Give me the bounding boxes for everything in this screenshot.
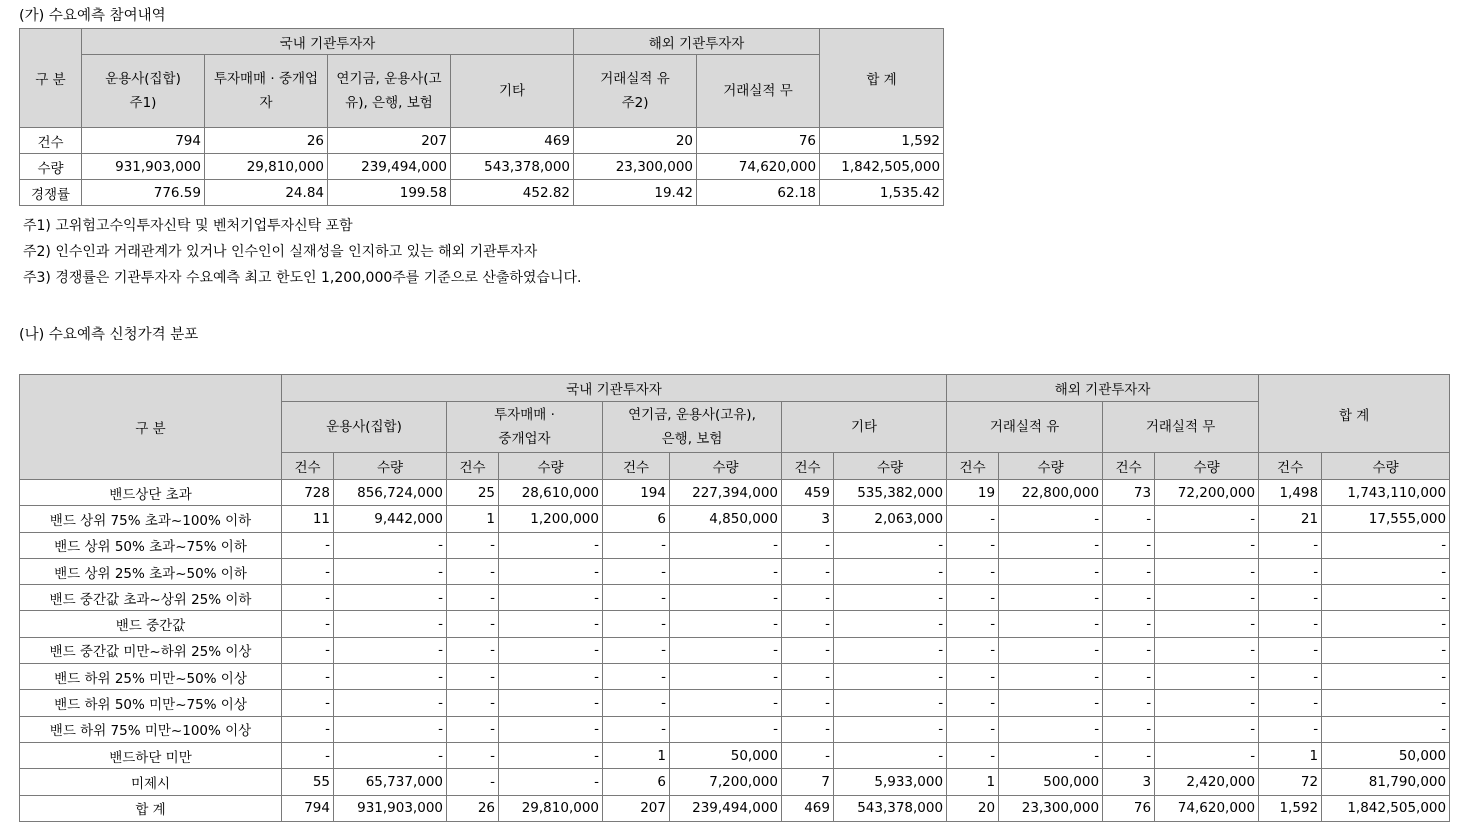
value-cell: - <box>447 637 499 663</box>
value-cell: - <box>1103 637 1155 663</box>
value-cell: 1 <box>603 742 670 768</box>
value-cell: - <box>670 611 782 637</box>
value-cell: - <box>499 664 603 690</box>
value-cell: 72,200,000 <box>1155 480 1259 506</box>
value-cell: - <box>334 585 447 611</box>
value-cell: 72 <box>1259 769 1322 795</box>
value-cell: 19.42 <box>574 180 697 206</box>
domestic-header: 국내 기관투자자 <box>82 29 574 55</box>
value-cell: 11 <box>282 506 334 532</box>
row-label: 밴드하단 미만 <box>20 742 282 768</box>
value-cell: 459 <box>782 480 834 506</box>
value-cell: - <box>834 690 947 716</box>
row-label: 경쟁률 <box>20 180 82 206</box>
value-cell: 1,743,110,000 <box>1322 480 1450 506</box>
value-cell: - <box>1259 585 1322 611</box>
value-cell: 23,300,000 <box>574 154 697 180</box>
value-cell: - <box>499 716 603 742</box>
investor-type-header: 거래실적 무 <box>1103 402 1259 453</box>
value-cell: - <box>670 637 782 663</box>
row-label: 밴드 하위 75% 미만~100% 이상 <box>20 716 282 742</box>
value-cell: - <box>834 637 947 663</box>
value-cell: - <box>947 532 999 558</box>
value-cell: - <box>1103 532 1155 558</box>
value-cell: - <box>947 716 999 742</box>
quantity-header: 수량 <box>1322 453 1450 480</box>
total-header: 합 계 <box>1259 375 1450 453</box>
value-cell: - <box>282 637 334 663</box>
table-row <box>20 795 1450 821</box>
row-label: 밴드 중간값 초과~상위 25% 이하 <box>20 585 282 611</box>
value-cell: - <box>1155 664 1259 690</box>
value-cell: 26 <box>205 128 328 154</box>
count-header: 건수 <box>282 453 334 480</box>
value-cell: 207 <box>328 128 451 154</box>
value-cell: - <box>1103 690 1155 716</box>
value-cell: - <box>499 532 603 558</box>
value-cell: - <box>1322 585 1450 611</box>
value-cell: 239,494,000 <box>328 154 451 180</box>
value-cell: 2,420,000 <box>1155 769 1259 795</box>
domestic-header: 국내 기관투자자 <box>282 375 947 402</box>
value-cell: 19 <box>947 480 999 506</box>
value-cell: - <box>782 637 834 663</box>
value-cell: - <box>1259 664 1322 690</box>
value-cell: - <box>1259 716 1322 742</box>
value-cell: - <box>670 532 782 558</box>
value-cell: - <box>782 558 834 584</box>
investor-type-header: 기타 <box>451 55 574 128</box>
value-cell: - <box>947 558 999 584</box>
value-cell: - <box>603 532 670 558</box>
value-cell: 55 <box>282 769 334 795</box>
value-cell: - <box>603 611 670 637</box>
value-cell: - <box>999 532 1103 558</box>
quantity-header: 수량 <box>670 453 782 480</box>
value-cell: 776.59 <box>82 180 205 206</box>
value-cell: 794 <box>82 128 205 154</box>
value-cell: 543,378,000 <box>834 795 947 821</box>
investor-type-header: 거래실적 무 <box>697 55 820 128</box>
value-cell: - <box>1322 716 1450 742</box>
value-cell: - <box>499 690 603 716</box>
value-cell: - <box>834 716 947 742</box>
foreign-header: 해외 기관투자자 <box>947 375 1259 402</box>
value-cell: - <box>1155 716 1259 742</box>
value-cell: - <box>1322 532 1450 558</box>
value-cell: - <box>1103 742 1155 768</box>
value-cell: 1,592 <box>820 128 944 154</box>
participation-table <box>19 28 944 206</box>
value-cell: - <box>782 532 834 558</box>
value-cell: - <box>603 558 670 584</box>
value-cell: 5,933,000 <box>834 769 947 795</box>
value-cell: 194 <box>603 480 670 506</box>
value-cell: - <box>999 742 1103 768</box>
value-cell: - <box>499 611 603 637</box>
count-header: 건수 <box>1259 453 1322 480</box>
value-cell: 239,494,000 <box>670 795 782 821</box>
price-distribution-table <box>19 374 1450 822</box>
value-cell: 227,394,000 <box>670 480 782 506</box>
value-cell: 20 <box>947 795 999 821</box>
value-cell: 1,592 <box>1259 795 1322 821</box>
value-cell: - <box>947 637 999 663</box>
row-label: 밴드 하위 50% 미만~75% 이상 <box>20 690 282 716</box>
value-cell: 21 <box>1259 506 1322 532</box>
value-cell: 1,842,505,000 <box>1322 795 1450 821</box>
value-cell: 20 <box>574 128 697 154</box>
gubun-header: 구 분 <box>20 29 82 128</box>
value-cell: - <box>999 506 1103 532</box>
value-cell: - <box>282 585 334 611</box>
table-row <box>20 611 1450 637</box>
value-cell: - <box>447 664 499 690</box>
row-label: 밴드 상위 75% 초과~100% 이하 <box>20 506 282 532</box>
value-cell: - <box>603 585 670 611</box>
value-cell: - <box>1322 558 1450 584</box>
value-cell: 81,790,000 <box>1322 769 1450 795</box>
value-cell: - <box>447 716 499 742</box>
value-cell: - <box>670 716 782 742</box>
value-cell: - <box>947 664 999 690</box>
value-cell: 3 <box>782 506 834 532</box>
value-cell: - <box>782 585 834 611</box>
value-cell: 6 <box>603 506 670 532</box>
investor-type-header: 운용사(집합) <box>282 402 447 453</box>
row-label: 건수 <box>20 128 82 154</box>
table-row <box>20 180 944 206</box>
value-cell: - <box>334 532 447 558</box>
table-row <box>20 480 1450 506</box>
value-cell: - <box>499 742 603 768</box>
value-cell: 543,378,000 <box>451 154 574 180</box>
value-cell: 6 <box>603 769 670 795</box>
value-cell: - <box>1155 742 1259 768</box>
value-cell: - <box>1155 637 1259 663</box>
value-cell: - <box>834 742 947 768</box>
value-cell: - <box>282 558 334 584</box>
value-cell: - <box>1103 716 1155 742</box>
value-cell: 50,000 <box>1322 742 1450 768</box>
quantity-header: 수량 <box>834 453 947 480</box>
value-cell: - <box>499 558 603 584</box>
value-cell: - <box>1259 637 1322 663</box>
value-cell: 25 <box>447 480 499 506</box>
value-cell: 1 <box>447 506 499 532</box>
row-label: 밴드 상위 50% 초과~75% 이하 <box>20 532 282 558</box>
quantity-header: 수량 <box>999 453 1103 480</box>
value-cell: - <box>282 532 334 558</box>
row-label: 밴드 하위 25% 미만~50% 이상 <box>20 664 282 690</box>
value-cell: - <box>1259 558 1322 584</box>
table-row <box>20 154 944 180</box>
value-cell: 76 <box>697 128 820 154</box>
table-row <box>20 532 1450 558</box>
value-cell: - <box>603 664 670 690</box>
count-header: 건수 <box>1103 453 1155 480</box>
value-cell: - <box>282 690 334 716</box>
value-cell: - <box>1322 664 1450 690</box>
value-cell: - <box>603 690 670 716</box>
value-cell: - <box>999 637 1103 663</box>
value-cell: - <box>834 611 947 637</box>
value-cell: 1,200,000 <box>499 506 603 532</box>
table-row <box>20 506 1450 532</box>
value-cell: - <box>834 532 947 558</box>
investor-type-header: 기타 <box>782 402 947 453</box>
value-cell: - <box>670 585 782 611</box>
value-cell: - <box>999 716 1103 742</box>
value-cell: - <box>1322 637 1450 663</box>
table-row <box>20 716 1450 742</box>
value-cell: - <box>999 558 1103 584</box>
value-cell: - <box>499 585 603 611</box>
footnote: 주2) 인수인과 거래관계가 있거나 인수인이 실재성을 인지하고 있는 해외 기관투자자 <box>23 244 538 260</box>
total-header: 합 계 <box>820 29 944 128</box>
value-cell: - <box>782 664 834 690</box>
value-cell: - <box>603 716 670 742</box>
value-cell: - <box>499 769 603 795</box>
value-cell: - <box>447 611 499 637</box>
value-cell: 29,810,000 <box>205 154 328 180</box>
value-cell: 207 <box>603 795 670 821</box>
value-cell: - <box>334 558 447 584</box>
count-header: 건수 <box>947 453 999 480</box>
value-cell: - <box>1259 690 1322 716</box>
value-cell: - <box>1155 585 1259 611</box>
value-cell: - <box>282 742 334 768</box>
value-cell: - <box>947 585 999 611</box>
table-row <box>20 690 1450 716</box>
quantity-header: 수량 <box>1155 453 1259 480</box>
value-cell: - <box>334 716 447 742</box>
value-cell: 1,498 <box>1259 480 1322 506</box>
value-cell: - <box>282 611 334 637</box>
value-cell: - <box>334 690 447 716</box>
value-cell: 50,000 <box>670 742 782 768</box>
value-cell: 9,442,000 <box>334 506 447 532</box>
value-cell: 29,810,000 <box>499 795 603 821</box>
row-label: 합 계 <box>20 795 282 821</box>
row-label: 미제시 <box>20 769 282 795</box>
value-cell: 3 <box>1103 769 1155 795</box>
investor-type-header: 운용사(집합) 주1) <box>82 55 205 128</box>
table-row <box>20 742 1450 768</box>
foreign-header: 해외 기관투자자 <box>574 29 820 55</box>
value-cell: - <box>782 716 834 742</box>
value-cell: 22,800,000 <box>999 480 1103 506</box>
value-cell: 469 <box>451 128 574 154</box>
value-cell: - <box>1103 506 1155 532</box>
value-cell: 1,842,505,000 <box>820 154 944 180</box>
value-cell: 469 <box>782 795 834 821</box>
value-cell: - <box>834 585 947 611</box>
value-cell: 500,000 <box>999 769 1103 795</box>
value-cell: - <box>999 664 1103 690</box>
value-cell: - <box>947 742 999 768</box>
value-cell: - <box>334 611 447 637</box>
value-cell: 74,620,000 <box>697 154 820 180</box>
value-cell: - <box>603 637 670 663</box>
value-cell: - <box>447 585 499 611</box>
value-cell: 17,555,000 <box>1322 506 1450 532</box>
value-cell: 65,737,000 <box>334 769 447 795</box>
row-label: 밴드 중간값 미만~하위 25% 이상 <box>20 637 282 663</box>
value-cell: - <box>999 585 1103 611</box>
value-cell: - <box>447 558 499 584</box>
value-cell: 28,610,000 <box>499 480 603 506</box>
table-row <box>20 769 1450 795</box>
section-b-title: (나) 수요예측 신청가격 분포 <box>19 327 199 343</box>
value-cell: - <box>947 611 999 637</box>
value-cell: 73 <box>1103 480 1155 506</box>
quantity-header: 수량 <box>499 453 603 480</box>
section-a-title: (가) 수요예측 참여내역 <box>19 8 166 24</box>
value-cell: 7 <box>782 769 834 795</box>
value-cell: - <box>334 742 447 768</box>
count-header: 건수 <box>782 453 834 480</box>
value-cell: - <box>447 769 499 795</box>
row-label: 밴드 중간값 <box>20 611 282 637</box>
value-cell: - <box>782 742 834 768</box>
investor-type-header: 투자매매 · 중개업자 <box>205 55 328 128</box>
value-cell: - <box>947 506 999 532</box>
table-row <box>20 558 1450 584</box>
footnote: 주1) 고위험고수익투자신탁 및 벤처기업투자신탁 포함 <box>23 218 353 234</box>
count-header: 건수 <box>603 453 670 480</box>
value-cell: 931,903,000 <box>334 795 447 821</box>
table-row <box>20 637 1450 663</box>
count-header: 건수 <box>447 453 499 480</box>
footnotes <box>23 216 581 294</box>
value-cell: 1 <box>947 769 999 795</box>
value-cell: - <box>334 664 447 690</box>
value-cell: - <box>447 690 499 716</box>
value-cell: - <box>499 637 603 663</box>
footnote: 주3) 경쟁률은 기관투자자 수요예측 최고 한도인 1,200,000주를 기준으로 산출하였습니다. <box>23 270 582 286</box>
investor-type-header: 투자매매 · 중개업자 <box>447 402 603 453</box>
value-cell: 7,200,000 <box>670 769 782 795</box>
value-cell: - <box>834 664 947 690</box>
row-label: 수량 <box>20 154 82 180</box>
row-label: 밴드상단 초과 <box>20 480 282 506</box>
value-cell: - <box>1155 690 1259 716</box>
value-cell: 1,535.42 <box>820 180 944 206</box>
value-cell: - <box>1259 532 1322 558</box>
value-cell: 24.84 <box>205 180 328 206</box>
investor-type-header: 연기금, 운용사(고유), 은행, 보험 <box>328 55 451 128</box>
value-cell: - <box>1155 611 1259 637</box>
value-cell: - <box>1155 532 1259 558</box>
value-cell: - <box>447 742 499 768</box>
value-cell: - <box>670 690 782 716</box>
gubun-header: 구 분 <box>20 375 282 480</box>
quantity-header: 수량 <box>334 453 447 480</box>
value-cell: 4,850,000 <box>670 506 782 532</box>
value-cell: - <box>447 532 499 558</box>
value-cell: - <box>334 637 447 663</box>
value-cell: - <box>282 716 334 742</box>
value-cell: - <box>999 611 1103 637</box>
value-cell: - <box>947 690 999 716</box>
value-cell: 26 <box>447 795 499 821</box>
value-cell: - <box>1322 690 1450 716</box>
value-cell: - <box>670 664 782 690</box>
table-row <box>20 128 944 154</box>
value-cell: 452.82 <box>451 180 574 206</box>
row-label: 밴드 상위 25% 초과~50% 이하 <box>20 558 282 584</box>
value-cell: - <box>999 690 1103 716</box>
value-cell: 62.18 <box>697 180 820 206</box>
investor-type-header: 연기금, 운용사(고유), 은행, 보험 <box>603 402 782 453</box>
table-row <box>20 664 1450 690</box>
value-cell: - <box>1103 611 1155 637</box>
value-cell: 856,724,000 <box>334 480 447 506</box>
investor-type-header: 거래실적 유 <box>947 402 1103 453</box>
value-cell: - <box>1155 506 1259 532</box>
value-cell: - <box>1103 558 1155 584</box>
investor-type-header: 거래실적 유 주2) <box>574 55 697 128</box>
value-cell: - <box>1322 611 1450 637</box>
value-cell: 2,063,000 <box>834 506 947 532</box>
value-cell: 76 <box>1103 795 1155 821</box>
value-cell: - <box>670 558 782 584</box>
value-cell: - <box>782 690 834 716</box>
value-cell: 199.58 <box>328 180 451 206</box>
value-cell: 931,903,000 <box>82 154 205 180</box>
value-cell: - <box>282 664 334 690</box>
value-cell: - <box>834 558 947 584</box>
value-cell: - <box>782 611 834 637</box>
table-row <box>20 585 1450 611</box>
value-cell: 535,382,000 <box>834 480 947 506</box>
value-cell: - <box>1103 664 1155 690</box>
value-cell: 728 <box>282 480 334 506</box>
value-cell: - <box>1103 585 1155 611</box>
value-cell: - <box>1155 558 1259 584</box>
value-cell: 74,620,000 <box>1155 795 1259 821</box>
value-cell: 794 <box>282 795 334 821</box>
value-cell: - <box>1259 611 1322 637</box>
value-cell: 23,300,000 <box>999 795 1103 821</box>
value-cell: 1 <box>1259 742 1322 768</box>
